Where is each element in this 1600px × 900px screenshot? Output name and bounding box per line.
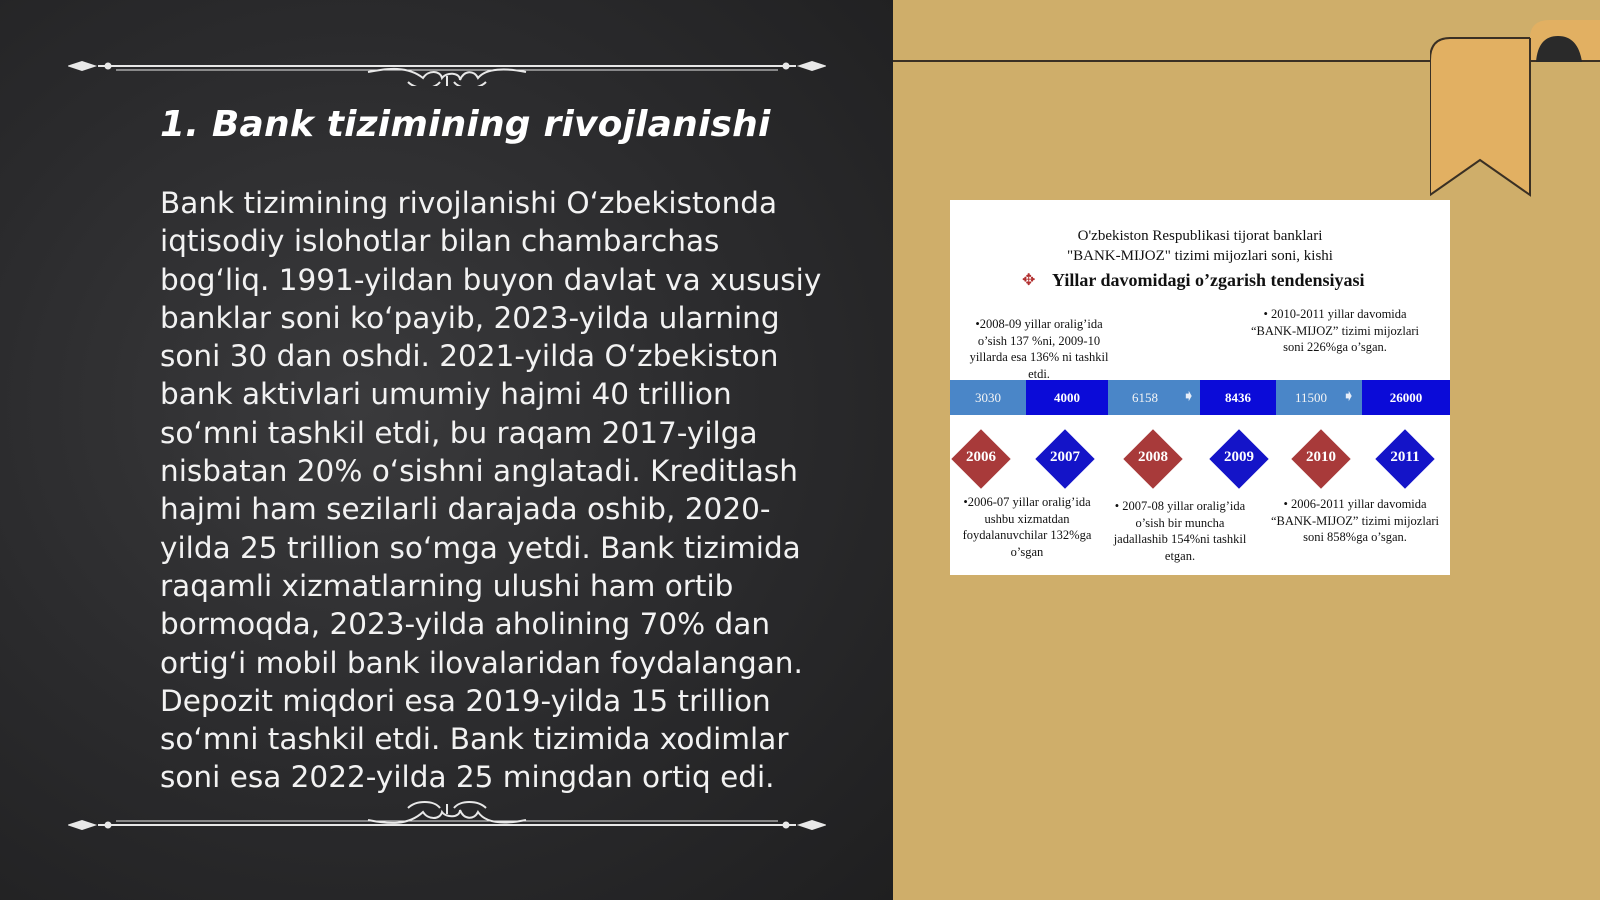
arrow-right-icon: ➧ <box>1342 388 1356 405</box>
value-2010: 11500 <box>1294 389 1328 405</box>
value-2011: 26000 <box>1362 380 1450 415</box>
arrow-right-icon: ➧ <box>1182 388 1196 405</box>
four-diamond-bullet-icon: ✥ <box>1022 272 1036 289</box>
year-label-2009: 2009 <box>1224 449 1254 465</box>
value-2008: 6158 <box>1132 389 1158 405</box>
year-diamond-2009 <box>1208 428 1270 490</box>
year-diamond-2007 <box>1034 428 1096 490</box>
year-diamond-2006 <box>950 428 1012 490</box>
figure-title-line1: O'zbekiston Respublikasi tijorat banklari <box>1077 228 1323 244</box>
year-diamond-2011 <box>1374 428 1436 490</box>
year-label-2008: 2008 <box>1138 449 1168 465</box>
year-label-2010: 2010 <box>1306 449 1336 465</box>
note-bottom-right: • 2006-2011 yillar davomida “BANK-MIJOZ” tizimi mijozlari soni 858%ga o’sgan. <box>1270 497 1440 544</box>
year-diamond-2010 <box>1290 428 1352 490</box>
value-2007: 4000 <box>1026 380 1108 415</box>
note-bottom-left: •2006-07 yillar oralig’ida ushbu xizmatdan foydalanuvchilar 132%ga o’sgan <box>962 495 1092 559</box>
figure-subtitle: Yillar davomidagi o’zgarish tendensiyasi <box>1052 270 1365 290</box>
year-label-2011: 2011 <box>1390 449 1420 465</box>
note-bottom-middle: • 2007-08 yillar oralig’ida o’sish bir muncha jadallashib 154%ni tashkil etgan. <box>1113 499 1247 563</box>
value-2009: 8436 <box>1200 380 1276 415</box>
year-label-2006: 2006 <box>966 449 996 465</box>
slide-body-text: Bank tizimining rivojlanishi O‘zbekistonda iqtisodiy islohotlar bilan chambarchas bog‘liq. 1991-yildan buyon davlat va xususiy banklar soni ko‘payib, 2023-yilda ularning soni 30 dan oshdi. 2021-yilda O‘zbekiston bank aktivlari umumiy hajmi 40 trillion so‘mni tashkil etdi, bu raqam 2017-yilga nisbatan 20% o‘sishni anglatadi. Kreditlash hajmi ham sezilarli darajada oshib, 2020-yilda 25 trillion so‘mga yetdi. Bank tizimida raqamli xizmatlarning ulushi ham ortib bormoqda, 2023-yilda aholining 70% dan ortig‘i mobil bank ilovalaridan foydalangan. Depozit miqdori esa 2019-yilda 15 trillion so‘mni tashkil etdi. Bank tizimida xodimlar soni esa 2022-yilda 25 mingdan ortiq edi. <box>160 186 822 795</box>
value-2006: 3030 <box>975 389 1001 405</box>
figure-title-line2: "BANK-MIJOZ" tizimi mijozlari soni, kishi <box>1067 248 1333 264</box>
slide-title: 1. Bank tizimining rivojlanishi <box>160 104 771 145</box>
note-top-left: •2008-09 yillar oralig’ida o’sish 137 %ni, 2009-10 yillarda esa 136% ni tashkil etdi. <box>969 317 1109 381</box>
ornament-divider-top <box>68 46 826 86</box>
bank-mijoz-infographic <box>950 200 1450 575</box>
year-diamond-2008 <box>1122 428 1184 490</box>
bookmark-ribbon-icon <box>1430 0 1600 200</box>
year-label-2007: 2007 <box>1050 449 1080 465</box>
note-top-right: • 2010-2011 yillar davomida “BANK-MIJOZ” tizimi mijozlari soni 226%ga o’sgan. <box>1250 307 1420 354</box>
